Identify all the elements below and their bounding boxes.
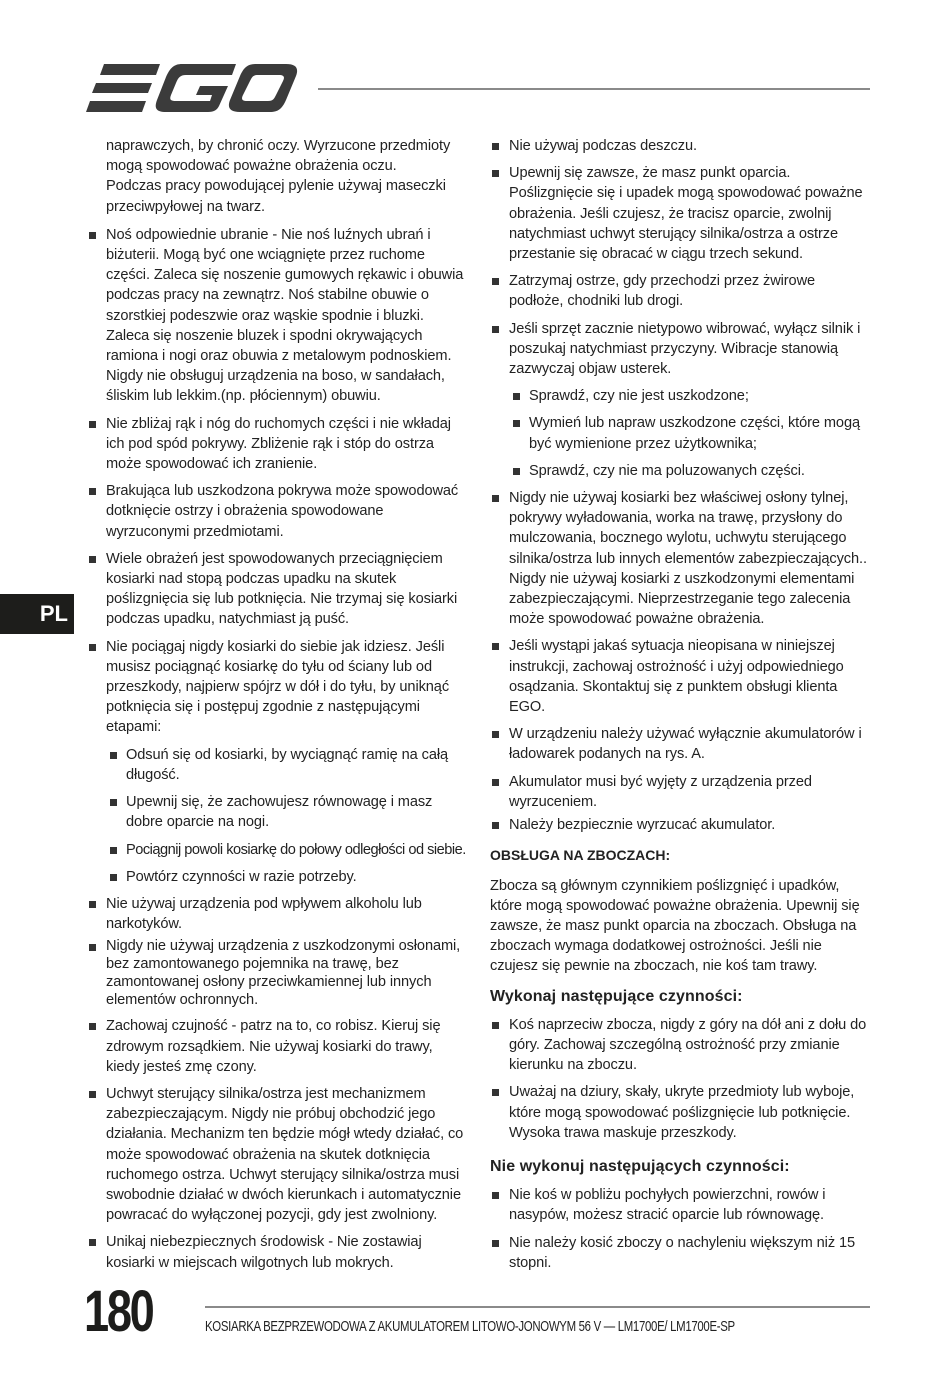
sub-list (509, 386, 872, 481)
do-heading: Wykonaj następujące czynności: (490, 987, 743, 1005)
list-item: Koś naprzeciw zbocza, nigdy z góry na dół ani z dołu do góry. Zachowaj szczególną ostrożność przy zmianie kierunku na zboczu. (490, 1015, 872, 1076)
list-item: Brakująca lub uszkodzona pokrywa może spowodować dotknięcie ostrzy i obrażenia spowodowane wyrzuconymi przedmiotami. (87, 481, 469, 542)
section-heading-slopes: OBSŁUGA NA ZBOCZACH: (490, 847, 671, 864)
safety-list (490, 136, 872, 835)
sub-list-item: Sprawdź, czy nie jest uszkodzone; (509, 386, 872, 406)
list-item: Nie zbliżaj rąk i nóg do ruchomych części i nie wkładaj ich pod spód pokrywy. Zbliżenie rąk i stóp do ostrza może spowodować ich zranienie. (87, 414, 469, 475)
list-item: Zatrzymaj ostrze, gdy przechodzi przez żwirowe podłoże, chodniki lub drogi. (490, 271, 872, 311)
sub-list-item: Pociągnij powoli kosiarkę do połowy odległości od siebie. (106, 840, 469, 860)
continuation-line: przeciwpyłowej na twarz. (106, 198, 266, 215)
list-item: Nigdy nie używaj kosiarki bez właściwej osłony tylnej, pokrywy wyładowania, worka na trawę, przysłony do mulczowania, bocznego wylotu, uchwytu sterującego silnika/ostrza lub innych elementów zabezpieczających.. Nigdy nie używaj kosiarki z uszkodzonymi elementami zabezpieczającymi. Nieprzestrzeganie tego zalecenia może spowodować poważne obrażenia. (490, 488, 872, 629)
sub-list (106, 745, 469, 887)
list-item: Jeśli wystąpi jakaś sytuacja nieopisana w niniejszej instrukcji, zachowaj ostrożność i użyj odpowiedniego osądzania. Skontaktuj się z punktem obsługi klienta EGO. (490, 636, 872, 717)
sub-list-item: Sprawdź, czy nie ma poluzowanych części. (509, 461, 872, 481)
footer-rule (205, 1306, 870, 1308)
dont-heading: Nie wykonuj następujących czynności: (490, 1157, 790, 1175)
list-item: Nie używaj urządzenia pod wpływem alkoholu lub narkotyków. (87, 894, 469, 934)
sub-list-item: Odsuń się od kosiarki, by wyciągnąć ramię na całą długość. (106, 745, 469, 785)
list-item: Akumulator musi być wyjęty z urządzenia przed wyrzuceniem. (490, 772, 872, 812)
continuation-line: mogą spowodować poważne obrażenia oczu. (106, 158, 397, 175)
page-number: 180 (84, 1279, 153, 1344)
ego-logo (86, 64, 298, 112)
dont-list (490, 1185, 872, 1273)
sub-list-item: Powtórz czynności w razie potrzeby. (106, 867, 469, 887)
list-item: Zachowaj czujność - patrz na to, co robisz. Kieruj się zdrowym rozsądkiem. Nie używaj kosiarki do trawy, kiedy jesteś zmę czony. (87, 1016, 469, 1077)
list-item: Wiele obrażeń jest spowodowanych przeciągnięciem kosiarki nad stopą podczas upadku na skutek poślizgnięcia się lub potknięcia. Nie trzymaj się kosiarki podczas upadku, natychmiast ją puść. (87, 549, 469, 630)
list-item: Upewnij się zawsze, że masz punkt oparcia. Poślizgnięcie się i upadek mogą spowodować poważne obrażenia. Jeśli czujesz, że tracisz oparcie, zwolnij natychmiast uchwyt sterujący silnika/ostrza a ostrze przestanie się obracać w ciągu trzech sekund. (490, 163, 872, 264)
list-item: Nie używaj podczas deszczu. (490, 136, 872, 156)
continuation-text (106, 136, 469, 217)
right-column (490, 136, 872, 1280)
list-item-text: Jeśli sprzęt zacznie nietypowo wibrować, wyłącz silnik i poszukaj natychmiast przyczyny. Wibracje stanowią zazwyczaj objaw usterek. (509, 320, 861, 378)
list-item: Nie należy kosić zboczy o nachyleniu większym niż 15 stopni. (490, 1233, 872, 1273)
list-item: Unikaj niebezpiecznych środowisk - Nie zostawiaj kosiarki w miejscach wilgotnych lub mokrych. (87, 1232, 469, 1272)
safety-list (87, 225, 469, 1273)
list-item: W urządzeniu należy używać wyłącznie akumulatorów i ładowarek podanych na rys. A. (490, 724, 872, 764)
do-list (490, 1015, 872, 1143)
slopes-paragraph: Zbocza są głównym czynnikiem poślizgnięć i upadków, które mogą spowodować poważne obrażenia. Upewnij się zawsze, że masz punkt oparcia na zboczach. Obsługa na zboczach wymaga dodatkowej ostrożności. Jeśli nie czujesz się pewnie na zboczach, nie koś tam trawy. (490, 877, 860, 975)
list-item: Uchwyt sterujący silnika/ostrza jest mechanizmem zabezpieczającym. Nigdy nie próbuj obchodzić jego działania. Mechanizm ten będzie mógł wtedy działać, co może spowodować obrażenia na skutek dotknięcia ruchomego ostrza. Uchwyt sterujący silnika/ostrza musi swobodnie działać w dwóch kierunkach i automatycznie powracać do wyłączonej pozycji, gdy jest zwolniony. (87, 1084, 469, 1225)
language-tab: PL (0, 594, 74, 634)
header-rule (318, 88, 870, 90)
continuation-line: Podczas pracy powodującej pylenie używaj maseczki (106, 178, 446, 195)
list-item: Nigdy nie używaj urządzenia z uszkodzonymi osłonami, bez zamontowanego pojemnika na trawę, bez zamontowanej osłony przeciwkamiennej lub innych elementów ochronnych. (87, 937, 469, 1009)
sub-list-item: Wymień lub napraw uszkodzone części, które mogą być wymienione przez użytkownika; (509, 413, 872, 453)
continuation-line: naprawczych, by chronić oczy. Wyrzucone przedmioty (106, 138, 451, 154)
list-item-text: Nie pociągaj nigdy kosiarki do siebie jak idziesz. Jeśli musisz pociągnąć kosiarkę do tyłu od ściany lub od przeszkody, najpierw spójrz w dół i do tyłu, by uniknąć potknięcia się i postępuj zgodnie z następującymi etapami: (106, 638, 450, 736)
sub-list-item: Upewnij się, że zachowujesz równowagę i masz dobre oparcie na nogi. (106, 792, 469, 832)
left-column (87, 136, 469, 1280)
footer-title: KOSIARKA BEZPRZEWODOWA Z AKUMULATOREM LITOWO-JONOWYM 56 V — LM1700E/ LM1700E-SP (205, 1318, 735, 1335)
list-item: Nie koś w pobliżu pochyłych powierzchni, rowów i nasypów, możesz stracić oparcie lub równowagę. (490, 1185, 872, 1225)
list-item (490, 319, 872, 481)
list-item: Należy bezpiecznie wyrzucać akumulator. (490, 815, 872, 835)
list-item (87, 637, 469, 887)
list-item: Noś odpowiednie ubranie - Nie noś luźnych ubrań i biżuterii. Mogą być one wciągnięte przez ruchome części. Zaleca się noszenie gumowych rękawic i obuwia podczas pracy na zewnątrz. Noś stabilne obuwie o szorstkiej podeszwie oraz wąskie spodnie i bluzki. Zaleca się noszenie bluzek i spodni okrywających ramiona i nogi oraz obuwia z metalowym podnoskiem. Nigdy nie obsługuj urządzenia na boso, w sandałach, śliskim lub lekkim.(np. płóciennym) obuwiu. (87, 225, 469, 407)
list-item: Uważaj na dziury, skały, ukryte przedmioty lub wyboje, które mogą spowodować poślizgnięcie lub potknięcie. Wysoka trawa maskuje przeszkody. (490, 1082, 872, 1143)
